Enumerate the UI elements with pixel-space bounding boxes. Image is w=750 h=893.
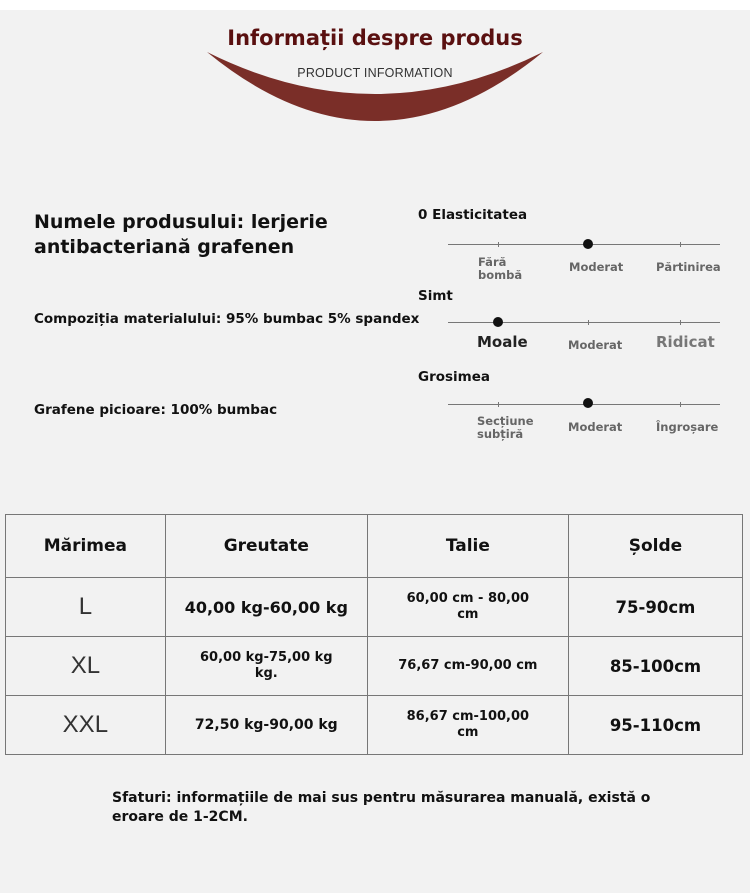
cell-size: XL <box>6 637 166 696</box>
section-header <box>0 0 750 130</box>
table-header-row <box>6 515 743 578</box>
scale-label: Moderat <box>568 420 623 434</box>
scale-label: Ridicat <box>656 333 715 351</box>
header-waist: Talie <box>367 515 568 578</box>
scale-marker <box>493 317 503 327</box>
scale-tick <box>680 242 681 247</box>
material-composition: Compoziția materialului: 95% bumbac 5% spandex <box>34 311 420 327</box>
product-name-line1: Numele produsului: lerjerie <box>34 211 328 233</box>
scale-tick <box>588 320 589 325</box>
cell-hips: 85-100cm <box>568 637 742 696</box>
cell-waist: 60,00 cm - 80,00 cm <box>367 578 568 637</box>
scale-label: Părtinirea <box>656 260 721 274</box>
scale-label: Moale <box>477 333 528 351</box>
scale-title: Simt <box>418 288 453 304</box>
product-name <box>34 210 328 260</box>
scale-marker <box>583 239 593 249</box>
measurement-tips: Sfaturi: informațiile de mai sus pentru măsurarea manuală, există o eroare de 1-2CM. <box>112 790 651 825</box>
cell-weight: 40,00 kg-60,00 kg <box>165 578 367 637</box>
cell-size: XXL <box>6 696 166 755</box>
scale-label: Îngroșare <box>656 420 719 434</box>
cell-hips: 95-110cm <box>568 696 742 755</box>
cell-hips: 75-90cm <box>568 578 742 637</box>
scale-tick <box>498 402 499 407</box>
scale-label: Secțiune subțiră <box>477 414 534 441</box>
table-row <box>6 696 743 755</box>
header-size: Mărimea <box>6 515 166 578</box>
header-weight: Greutate <box>165 515 367 578</box>
cell-weight: 72,50 kg-90,00 kg <box>165 696 367 755</box>
size-table <box>5 514 743 755</box>
scale-title: 0 Elasticitatea <box>418 207 528 223</box>
header-hips: Șolde <box>568 515 742 578</box>
scale-tick <box>498 242 499 247</box>
cell-size: L <box>6 578 166 637</box>
table-row <box>6 578 743 637</box>
cell-waist: 76,67 cm-90,00 cm <box>367 637 568 696</box>
scale-title: Grosimea <box>418 369 491 385</box>
header-arc-decoration <box>0 0 750 130</box>
cell-weight: 60,00 kg-75,00 kg kg. <box>165 637 367 696</box>
scale-label: Moderat <box>569 260 624 274</box>
feet-material: Grafene picioare: 100% bumbac <box>34 402 278 418</box>
scale-tick <box>680 402 681 407</box>
scale-tick <box>680 320 681 325</box>
scale-marker <box>583 398 593 408</box>
page-subtitle: PRODUCT INFORMATION <box>297 66 453 80</box>
table-row <box>6 637 743 696</box>
scale-label: Fără bombă <box>478 255 523 282</box>
page-title: Informații despre produs <box>227 26 523 50</box>
scale-label: Moderat <box>568 338 623 352</box>
cell-waist: 86,67 cm-100,00 cm <box>367 696 568 755</box>
product-name-line2: antibacteriană grafenen <box>34 236 295 258</box>
